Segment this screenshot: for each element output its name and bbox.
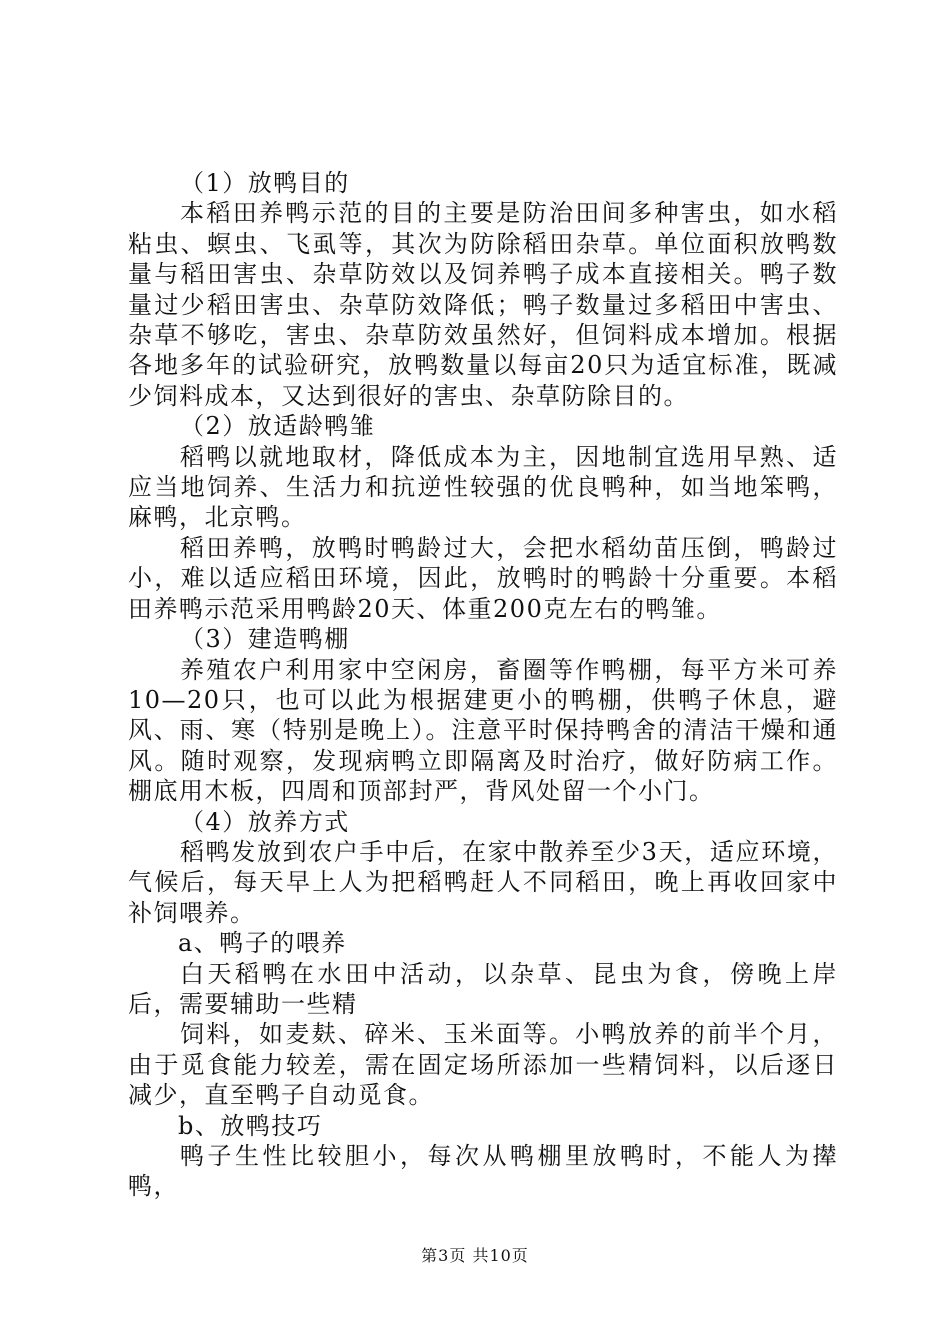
document-body: [128, 168, 838, 1202]
paragraph-5: 稻鸭发放到农户手中后，在家中散养至少3天，适应环境，气候后，每天早上人为把稻鸭赶人不同稻田，晚上再收回家中补饲喂养。: [128, 837, 838, 927]
paragraph-6: 白天稻鸭在水田中活动，以杂草、昆虫为食，傍晚上岸后，需要辅助一些精: [128, 959, 838, 1018]
subsection-heading-b: b、放鸭技巧: [178, 1111, 323, 1140]
subsection-heading-a: a、鸭子的喂养: [178, 929, 347, 958]
paragraph-4: 养殖农户利用家中空闲房，畜圈等作鸭棚，每平方米可养10—20只，也可以此为根据建更小的鸭棚，供鸭子休息，避风、雨、寒（特别是晚上）。注意平时保持鸭舍的清洁干燥和通风。随时观察，发现病鸭立即隔离及时治疗，做好防病工作。棚底用木板，四周和顶部封严，背风处留一个小门。: [128, 655, 838, 806]
paragraph-1: 本稻田养鸭示范的目的主要是防治田间多种害虫，如水稻粘虫、螟虫、飞虱等，其次为防除稻田杂草。单位面积放鸭数量与稻田害虫、杂草防效以及饲养鸭子成本直接相关。鸭子数量过少稻田害虫、杂草防效降低；鸭子数量过多稻田中害虫、杂草不够吃，害虫、杂草防效虽然好，但饲料成本增加。根据各地多年的试验研究，放鸭数量以每亩20只为适宜标准，既减少饲料成本，又达到很好的害虫、杂草防除目的。: [128, 199, 838, 410]
paragraph-7: 饲料，如麦麸、碎米、玉米面等。小鸭放养的前半个月，由于觅食能力较差，需在固定场所添加一些精饲料，以后逐日减少，直至鸭子自动觅食。: [128, 1020, 838, 1110]
section-heading-3: （3）建造鸭棚: [180, 625, 350, 654]
page-number-footer: 第3页 共10页: [421, 1246, 529, 1265]
paragraph-8: 鸭子生性比较胆小，每次从鸭棚里放鸭时，不能人为撵鸭，: [128, 1142, 838, 1201]
paragraph-3: 稻田养鸭，放鸭时鸭龄过大，会把水稻幼苗压倒，鸭龄过小，难以适应稻田环境，因此，放鸭时的鸭龄十分重要。本稻田养鸭示范采用鸭龄20天、体重200克左右的鸭雏。: [128, 533, 838, 623]
section-heading-1: （1）放鸭目的: [180, 169, 350, 197]
paragraph-2: 稻鸭以就地取材，降低成本为主，因地制宜选用早熟、适应当地饲养、生活力和抗逆性较强的优良鸭种，如当地笨鸭，麻鸭，北京鸭。: [128, 442, 838, 532]
section-heading-2: （2）放适龄鸭雏: [180, 412, 376, 441]
section-heading-4: （4）放养方式: [180, 807, 350, 836]
